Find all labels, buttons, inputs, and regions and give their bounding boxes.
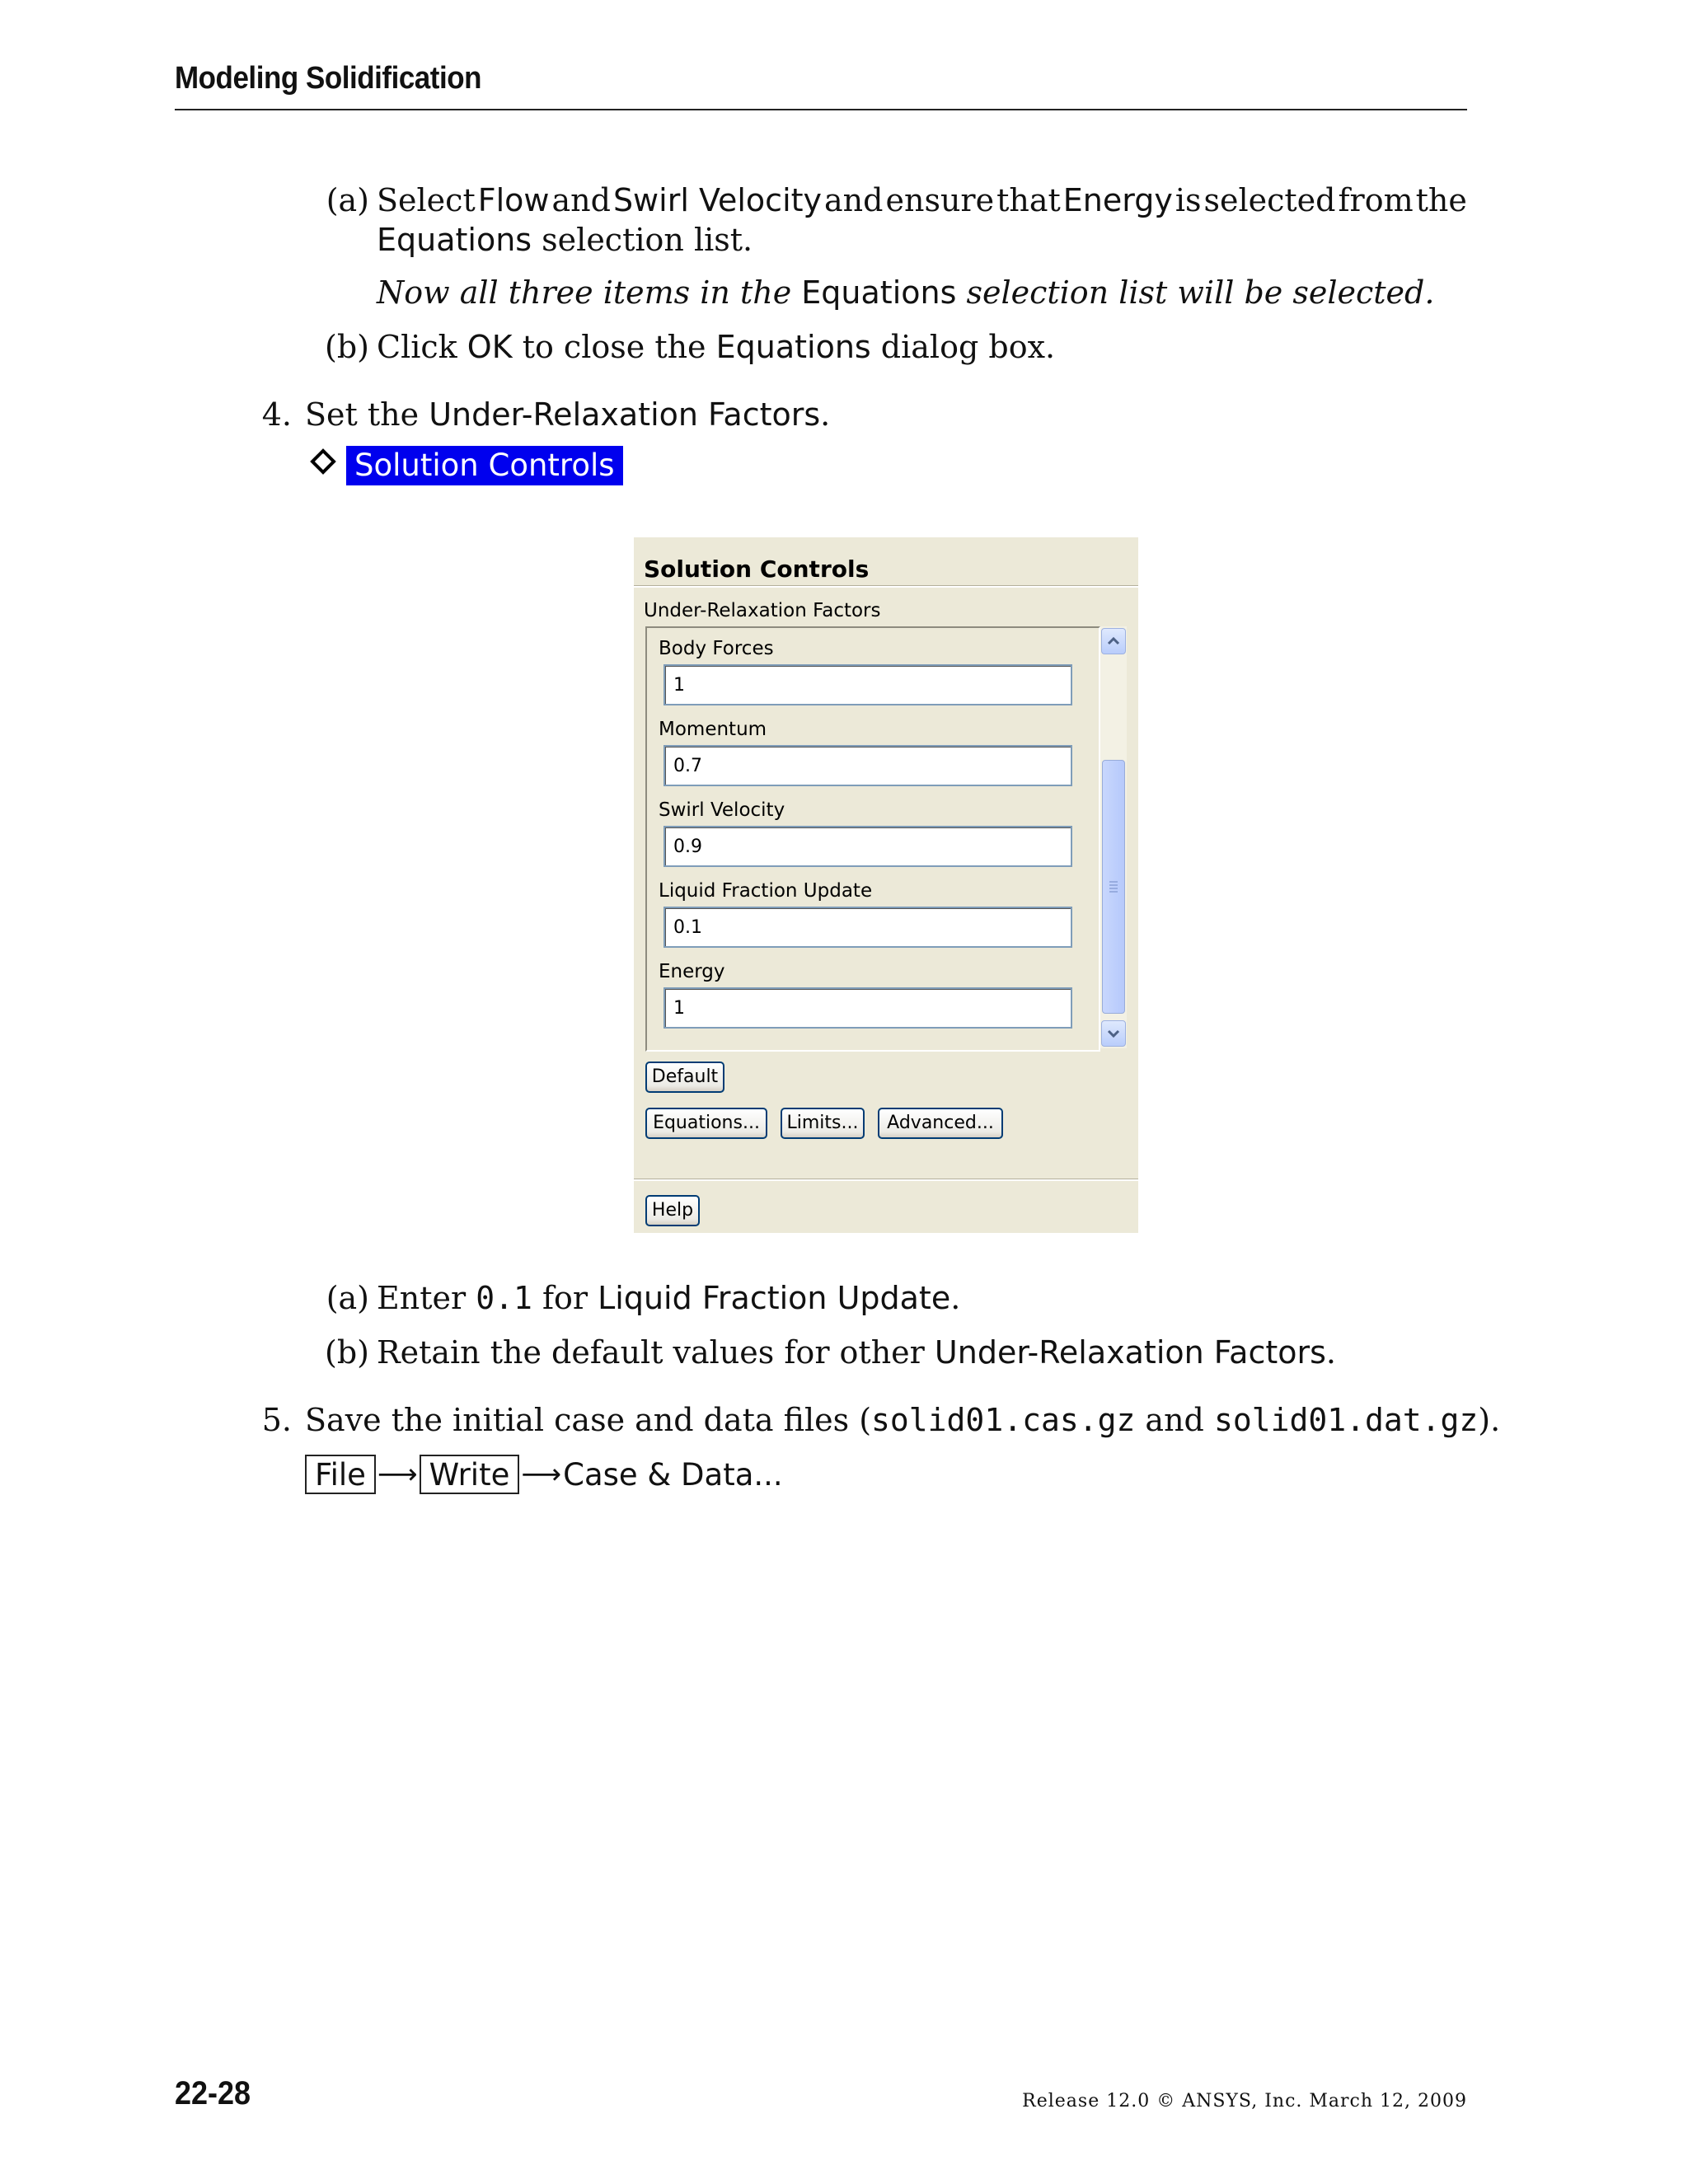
momentum-input[interactable]: 0.7	[663, 745, 1072, 786]
menu-case-and-data[interactable]: Case & Data...	[563, 1456, 783, 1493]
word: and	[824, 182, 884, 218]
text: .	[820, 396, 831, 433]
step4-a-line	[377, 1277, 960, 1319]
chevron-down-icon	[1107, 1029, 1120, 1038]
menu-file[interactable]: File	[305, 1455, 376, 1494]
menu-path	[305, 1455, 783, 1494]
word: and	[551, 182, 611, 218]
step3-a-line2	[377, 219, 753, 260]
word: Select	[377, 182, 476, 218]
code-value: 0.1	[476, 1280, 532, 1316]
step3-a-line1	[377, 180, 1467, 221]
ui-term: Liquid Fraction Update	[598, 1280, 951, 1316]
body-forces-input[interactable]: 1	[663, 664, 1072, 705]
text: selection list.	[532, 222, 753, 258]
text: for	[532, 1280, 598, 1316]
step4-b-line	[377, 1332, 1336, 1373]
filename: solid01.dat.gz	[1213, 1402, 1479, 1438]
item-label-b: (b)	[325, 1334, 369, 1371]
move-arrows-icon	[307, 445, 340, 478]
item-label-a: (a)	[326, 1280, 369, 1316]
grip-icon	[1103, 761, 1124, 1013]
step5-line	[305, 1399, 1500, 1441]
solution-controls-link[interactable]: Solution Controls	[346, 446, 623, 485]
running-header: Modeling Solidification	[175, 61, 482, 96]
filename: solid01.cas.gz	[871, 1402, 1136, 1438]
ui-term: Equations	[377, 222, 532, 258]
text: and	[1135, 1402, 1214, 1438]
text: to close the	[512, 329, 716, 365]
ui-term: Equations	[801, 274, 957, 311]
word: that	[996, 182, 1061, 218]
word: is	[1175, 182, 1202, 218]
text: Set the	[305, 396, 429, 433]
swirl-velocity-input[interactable]: 0.9	[663, 826, 1072, 867]
word: the	[1415, 182, 1467, 218]
text: Enter	[377, 1280, 476, 1316]
text: Click	[377, 329, 467, 365]
word: selected	[1203, 182, 1336, 218]
text: .	[950, 1280, 961, 1316]
step3-note	[377, 272, 1434, 313]
ui-term: Equations	[715, 329, 871, 365]
ui-term: Swirl Velocity	[612, 182, 823, 218]
word: ensure	[885, 182, 995, 218]
text: dialog box.	[870, 329, 1056, 365]
vertical-scrollbar[interactable]	[1100, 626, 1127, 1048]
ui-term: Under-Relaxation Factors	[429, 396, 821, 433]
arrow-icon: ⟶	[521, 1458, 562, 1491]
header-rule	[175, 109, 1467, 110]
scroll-up-button[interactable]	[1101, 628, 1126, 654]
step3-b-line	[377, 326, 1055, 368]
text: Save the initial case and data files (	[305, 1402, 872, 1438]
field-label-energy: Energy	[659, 961, 725, 982]
word: from	[1338, 182, 1414, 218]
ui-term: Energy	[1062, 182, 1173, 218]
step4-line	[305, 394, 830, 435]
text: selection list will be selected.	[956, 274, 1435, 311]
default-button[interactable]: Default	[645, 1062, 724, 1093]
field-label-body-forces: Body Forces	[659, 638, 774, 659]
field-label-liquid-fraction-update: Liquid Fraction Update	[659, 880, 873, 902]
help-button[interactable]: Help	[645, 1195, 700, 1226]
text: Now all three items in the	[377, 274, 802, 311]
title-separator	[634, 585, 1138, 588]
dialog-title: Solution Controls	[644, 555, 870, 583]
arrow-icon: ⟶	[377, 1458, 418, 1491]
ui-term: OK	[467, 329, 513, 365]
group-label: Under-Relaxation Factors	[644, 600, 881, 621]
energy-input[interactable]: 1	[663, 987, 1072, 1029]
menu-write[interactable]: Write	[420, 1455, 520, 1494]
equations-button[interactable]: Equations...	[645, 1108, 767, 1139]
ui-term: Under-Relaxation Factors	[934, 1334, 1326, 1371]
scroll-down-button[interactable]	[1101, 1020, 1126, 1047]
step-number: 5.	[261, 1402, 292, 1438]
ui-term: Flow	[477, 182, 550, 218]
release-info: Release 12.0 © ANSYS, Inc. March 12, 2009	[1022, 2091, 1467, 2111]
advanced-button[interactable]: Advanced...	[878, 1108, 1003, 1139]
page-number: 22-28	[175, 2075, 251, 2111]
item-label-a: (a)	[326, 182, 369, 218]
footer-separator	[634, 1179, 1138, 1181]
liquid-fraction-update-input[interactable]: 0.1	[663, 907, 1072, 948]
chevron-up-icon	[1107, 636, 1120, 646]
field-label-momentum: Momentum	[659, 719, 767, 740]
text: .	[1325, 1334, 1336, 1371]
text: Retain the default values for other	[377, 1334, 935, 1371]
solution-controls-dialog	[634, 537, 1138, 1233]
scroll-thumb[interactable]	[1102, 760, 1125, 1014]
text: ).	[1478, 1402, 1501, 1438]
limits-button[interactable]: Limits...	[781, 1108, 865, 1139]
step-number: 4.	[261, 396, 292, 433]
field-label-swirl-velocity: Swirl Velocity	[659, 799, 785, 821]
item-label-b: (b)	[325, 329, 369, 365]
